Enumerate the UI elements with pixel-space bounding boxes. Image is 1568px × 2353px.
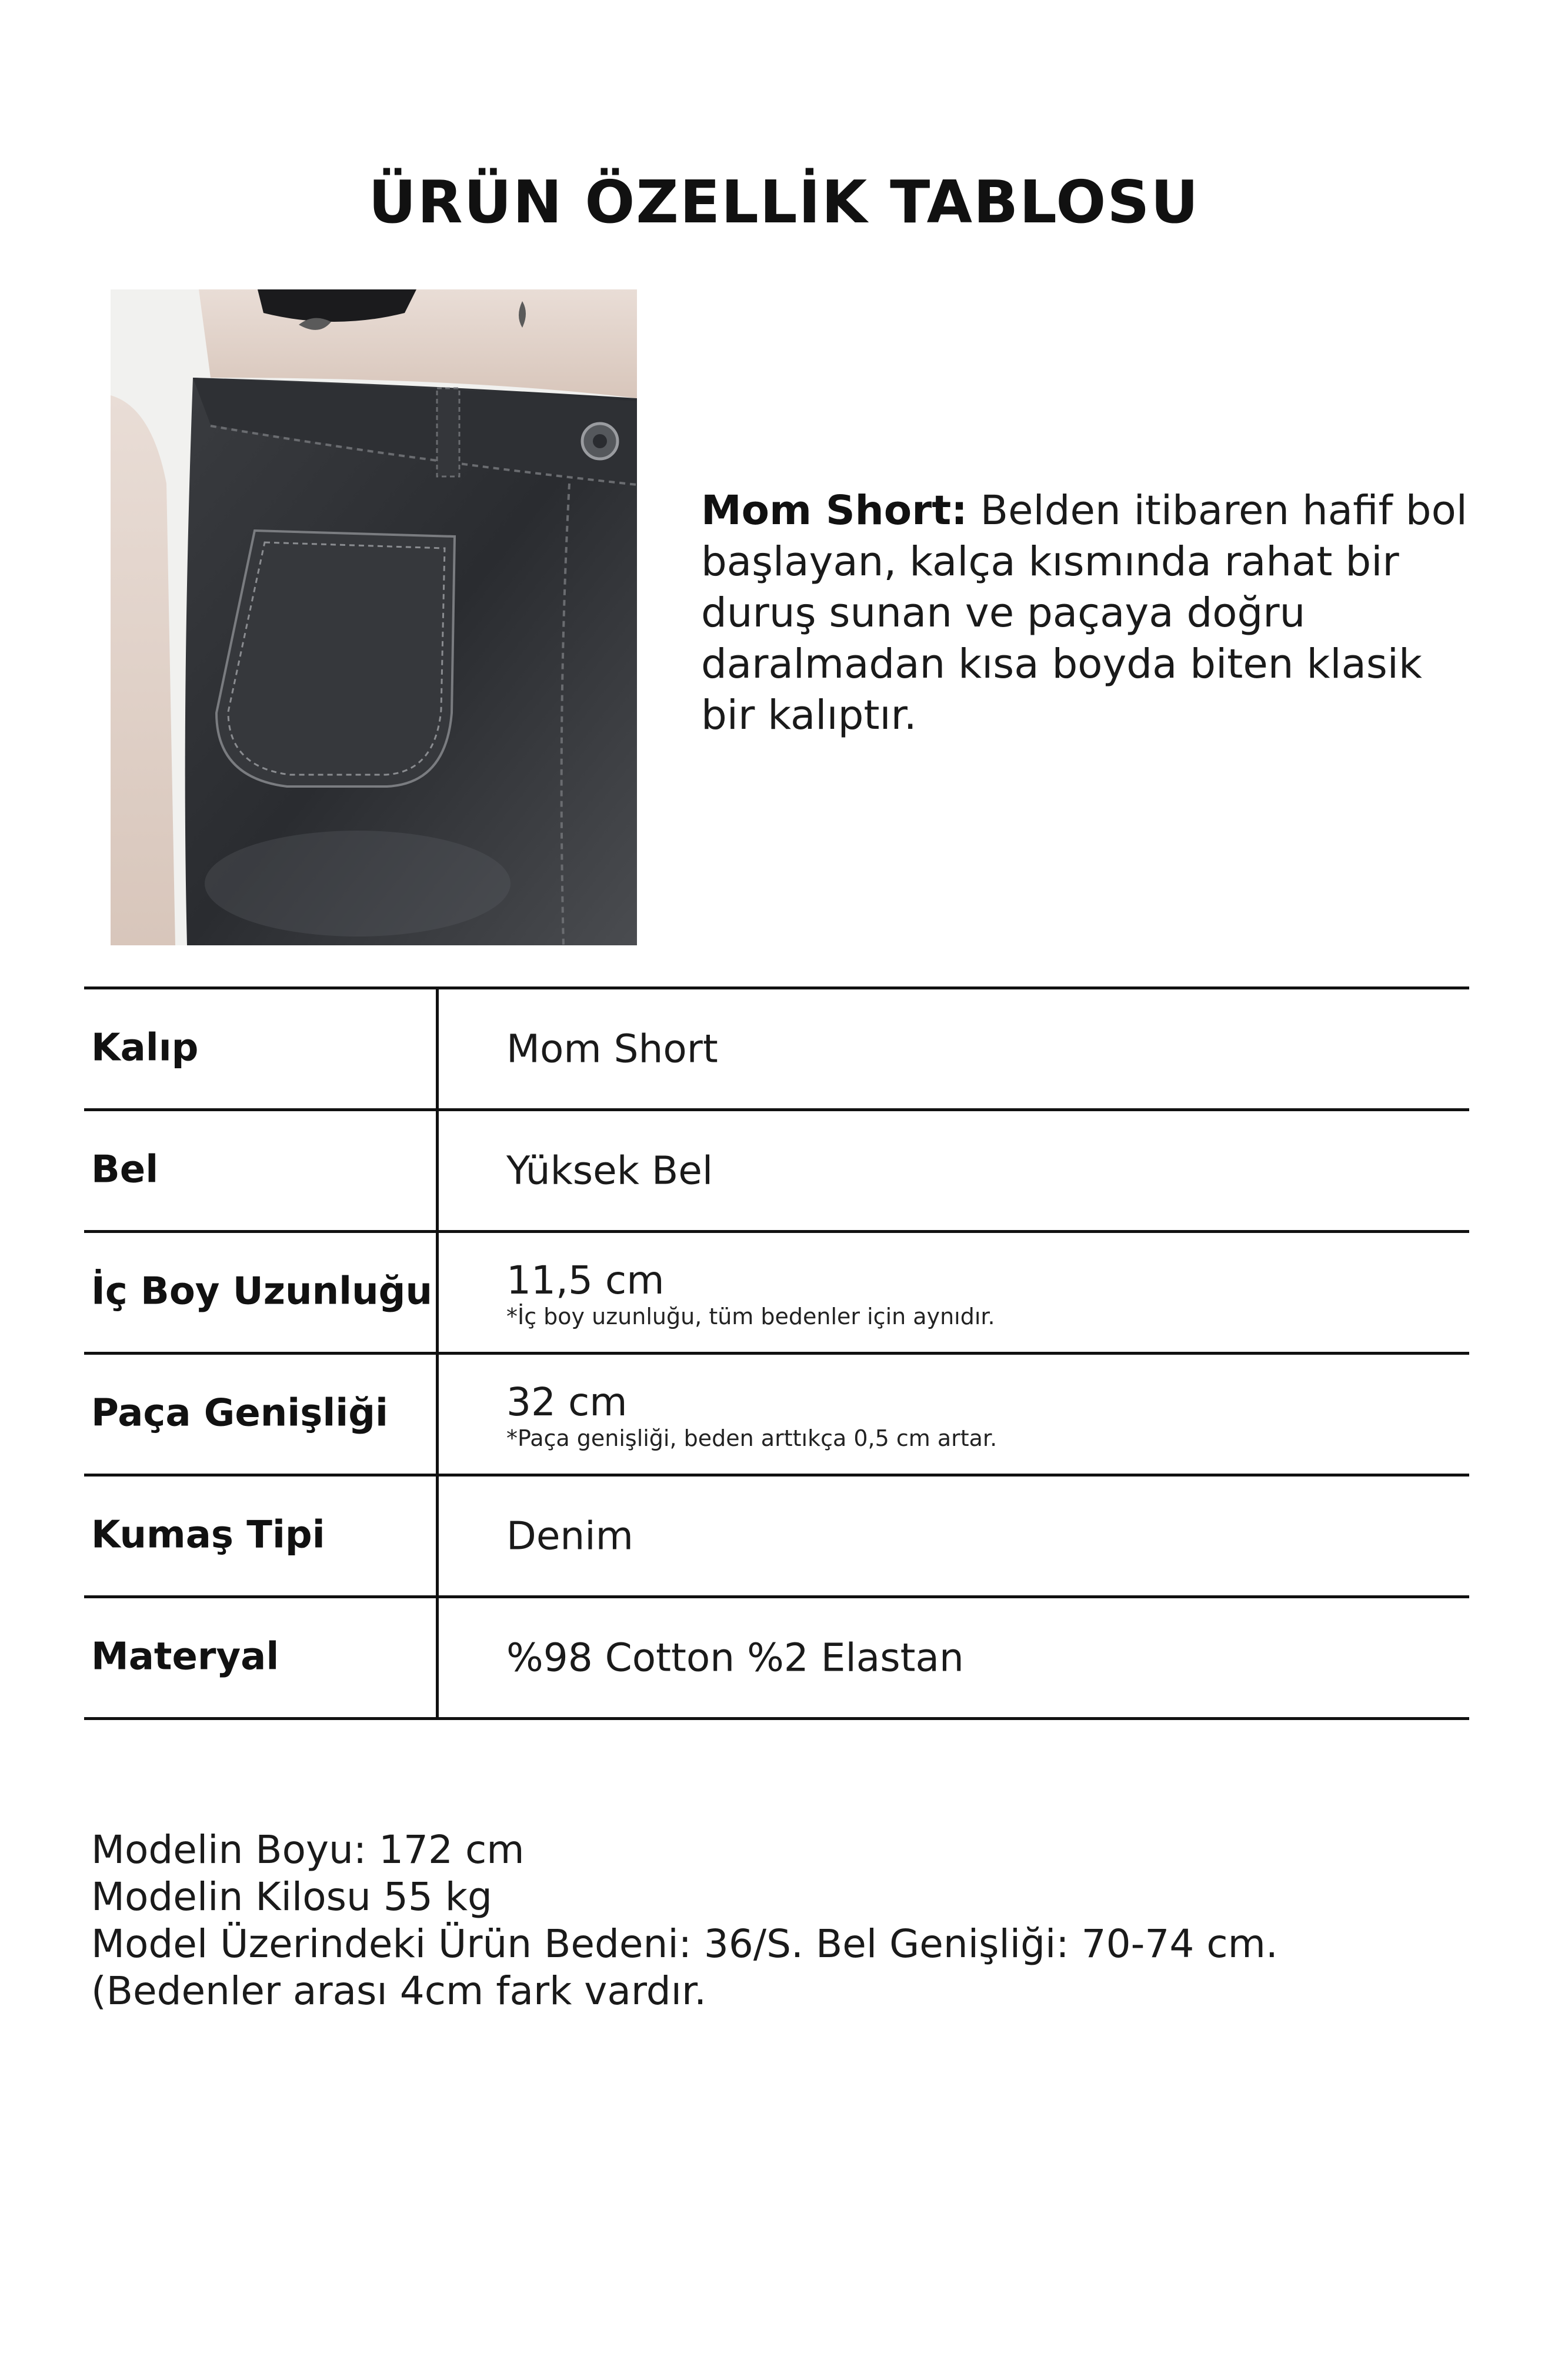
table-row: [84, 1477, 1469, 1598]
spec-value: %98 Cotton %2 Elastan: [506, 1635, 964, 1681]
spec-label: Kalıp: [91, 1026, 199, 1070]
denim-shorts-image: [111, 289, 637, 945]
description-text: Belden itibaren hafif bol başlayan, kalça kısmında rahat bir duruş sunan ve paçaya doğru daralmadan kısa boyda biten klasik bir kalıptır.: [701, 487, 1467, 739]
fit-description: [701, 485, 1483, 741]
model-info: [91, 1827, 1479, 2015]
table-row: [84, 989, 1469, 1111]
spec-note: *Paça genişliği, beden arttıkça 0,5 cm artar.: [506, 1425, 997, 1451]
spec-label: Materyal: [91, 1635, 279, 1679]
page-title: ÜRÜN ÖZELLİK TABLOSU: [368, 168, 1200, 236]
spec-label: Paça Genişliği: [91, 1391, 388, 1435]
table-row: [84, 1598, 1469, 1720]
spec-label: Bel: [91, 1148, 159, 1192]
spec-label: Kumaş Tipi: [91, 1513, 325, 1557]
spec-label: İç Boy Uzunluğu: [91, 1269, 432, 1314]
spec-note: *İç boy uzunluğu, tüm bedenler için aynıdır.: [506, 1304, 995, 1329]
table-row: [84, 1111, 1469, 1233]
model-weight: Modelin Kilosu 55 kg: [91, 1874, 492, 1919]
spec-value: Denim: [506, 1513, 633, 1559]
model-size: Model Üzerindeki Ürün Bedeni: 36/S. Bel Genişliği: 70-74 cm. (Bedenler arası 4cm fark vardır.: [91, 1921, 1278, 2014]
description-lead: Mom Short:: [701, 487, 968, 534]
table-row: [84, 1355, 1469, 1477]
model-height: Modelin Boyu: 172 cm: [91, 1827, 525, 1872]
spec-table: [84, 986, 1469, 1720]
spec-value: 32 cm: [506, 1379, 628, 1425]
spec-value: Yüksek Bel: [506, 1148, 713, 1194]
product-photo: [111, 289, 637, 945]
table-row: [84, 1233, 1469, 1355]
spec-value: 11,5 cm: [506, 1258, 665, 1303]
spec-value: Mom Short: [506, 1026, 718, 1072]
